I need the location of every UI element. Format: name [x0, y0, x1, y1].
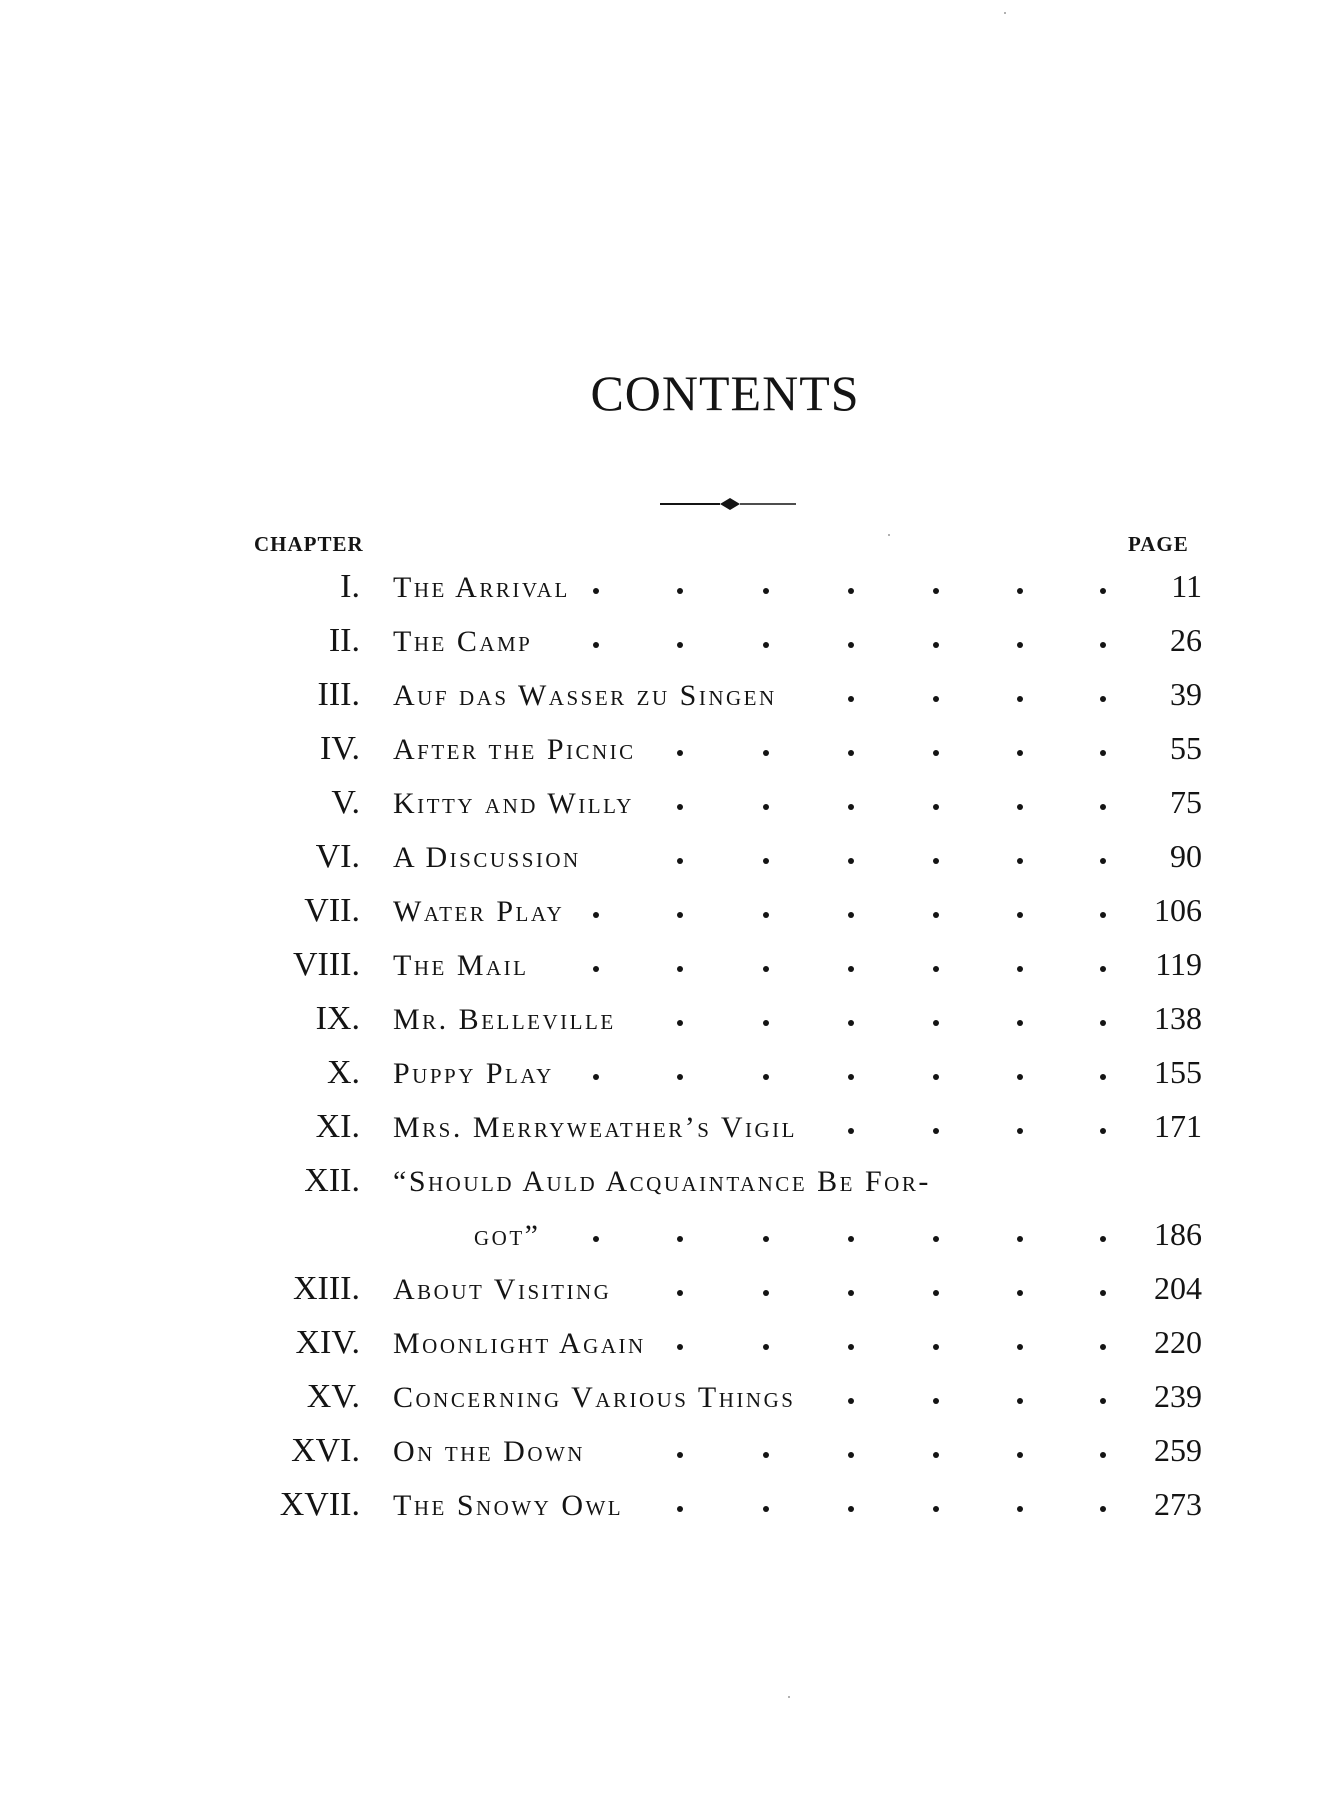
chapter-title: After the Picnic — [393, 733, 636, 766]
leader-dot — [763, 966, 769, 972]
leader-dot — [1017, 1398, 1023, 1404]
leader-dot — [677, 1020, 683, 1026]
leader-dot — [1017, 642, 1023, 648]
leader-dot — [1100, 1506, 1106, 1512]
chapter-number: XVI. — [291, 1432, 360, 1469]
toc-entry-ix — [0, 1002, 1328, 1052]
leader-dot — [848, 804, 854, 810]
paper-speck — [788, 1696, 790, 1698]
chapter-number: XIII. — [292, 1270, 360, 1307]
leader-dot — [848, 642, 854, 648]
leader-dot — [1100, 1236, 1106, 1242]
chapter-title: On the Down — [393, 1435, 585, 1468]
leader-dot — [848, 750, 854, 756]
page-number: 90 — [1170, 838, 1202, 874]
page-number: 186 — [1154, 1216, 1202, 1252]
page-number: 11 — [1171, 568, 1202, 604]
leader-dot — [933, 1074, 939, 1080]
chapter-title: Mrs. Merryweather’s Vigil — [393, 1111, 797, 1144]
leader-dot — [848, 1020, 854, 1026]
toc-entry-xvi — [0, 1434, 1328, 1484]
page-number: 171 — [1154, 1108, 1202, 1144]
toc-entry-ii — [0, 624, 1328, 674]
leader-dot — [763, 1236, 769, 1242]
leader-dot — [1017, 966, 1023, 972]
leader-dot — [763, 1506, 769, 1512]
page-number: 119 — [1155, 946, 1202, 982]
leader-dot — [1017, 912, 1023, 918]
leader-dot — [763, 1452, 769, 1458]
chapter-number: VIII. — [292, 946, 360, 983]
page-number: 273 — [1154, 1486, 1202, 1522]
chapter-title: The Camp — [393, 625, 533, 658]
leader-dot — [933, 858, 939, 864]
leader-dot — [933, 1128, 939, 1134]
leader-dot — [1017, 1290, 1023, 1296]
leader-dot — [1017, 1074, 1023, 1080]
leader-dot — [763, 642, 769, 648]
leader-dot — [1017, 750, 1023, 756]
leader-dot — [1100, 1398, 1106, 1404]
leader-dot — [1100, 1290, 1106, 1296]
leader-dot — [593, 588, 599, 594]
leader-dot — [1017, 1236, 1023, 1242]
chapter-title: The Snowy Owl — [393, 1489, 624, 1522]
chapter-title: Puppy Play — [393, 1057, 554, 1090]
leader-dot — [763, 750, 769, 756]
leader-dot — [763, 804, 769, 810]
chapter-number: XVII. — [279, 1486, 360, 1523]
leader-dot — [1100, 804, 1106, 810]
chapter-number: XI. — [315, 1108, 360, 1145]
page-number: 155 — [1154, 1054, 1202, 1090]
chapter-title: Water Play — [393, 895, 565, 928]
leader-dot — [1017, 1128, 1023, 1134]
leader-dot — [677, 588, 683, 594]
leader-dot — [848, 1128, 854, 1134]
leader-dot — [677, 804, 683, 810]
leader-dot — [848, 1506, 854, 1512]
toc-entry-vii — [0, 894, 1328, 944]
leader-dot — [1100, 966, 1106, 972]
page-column-header: PAGE — [1128, 532, 1189, 556]
leader-dot — [593, 642, 599, 648]
leader-dot — [593, 912, 599, 918]
leader-dot — [848, 696, 854, 702]
leader-dot — [677, 642, 683, 648]
chapter-title: Mr. Belleville — [393, 1003, 616, 1036]
leader-dot — [677, 966, 683, 972]
leader-dot — [763, 588, 769, 594]
toc-entry-xi — [0, 1110, 1328, 1160]
leader-dot — [933, 804, 939, 810]
toc-entry-xii — [0, 1164, 1328, 1214]
leader-dot — [848, 1452, 854, 1458]
leader-dot — [933, 1236, 939, 1242]
leader-dot — [593, 1236, 599, 1242]
leader-dot — [1017, 804, 1023, 810]
leader-dot — [1100, 1074, 1106, 1080]
leader-dot — [677, 1074, 683, 1080]
toc-entry-vi — [0, 840, 1328, 890]
toc-entry-xiv — [0, 1326, 1328, 1376]
page-title: CONTENTS — [590, 365, 860, 421]
chapter-number: XIV. — [295, 1324, 360, 1361]
leader-dot — [677, 1290, 683, 1296]
page-number: 204 — [1154, 1270, 1202, 1306]
leader-dot — [1017, 1344, 1023, 1350]
page-number: 26 — [1170, 622, 1202, 658]
leader-dot — [933, 1452, 939, 1458]
leader-dot — [933, 1344, 939, 1350]
leader-dot — [677, 1236, 683, 1242]
leader-dot — [677, 1452, 683, 1458]
leader-dot — [933, 912, 939, 918]
leader-dot — [677, 1344, 683, 1350]
page-number: 75 — [1170, 784, 1202, 820]
ornament-rule-icon — [658, 496, 798, 512]
leader-dot — [1017, 1020, 1023, 1026]
toc-entry-i — [0, 570, 1328, 620]
leader-dot — [763, 1020, 769, 1026]
leader-dot — [933, 1290, 939, 1296]
leader-dot — [848, 912, 854, 918]
page-number: 39 — [1170, 676, 1202, 712]
leader-dot — [848, 588, 854, 594]
leader-dot — [677, 912, 683, 918]
chapter-title: “Should Auld Acquaintance Be For- — [393, 1165, 931, 1198]
leader-dot — [933, 642, 939, 648]
chapter-title: A Discussion — [393, 841, 581, 874]
leader-dot — [933, 588, 939, 594]
leader-dot — [1017, 588, 1023, 594]
leader-dot — [848, 966, 854, 972]
leader-dot — [1100, 642, 1106, 648]
chapter-title: Kitty and Willy — [393, 787, 634, 820]
leader-dot — [848, 858, 854, 864]
page-number: 259 — [1154, 1432, 1202, 1468]
page-number: 138 — [1154, 1000, 1202, 1036]
toc-entry-xv — [0, 1380, 1328, 1430]
chapter-column-header: CHAPTER — [254, 532, 364, 556]
leader-dot — [848, 1290, 854, 1296]
leader-dot — [677, 1506, 683, 1512]
leader-dot — [1017, 1506, 1023, 1512]
chapter-title: About Visiting — [393, 1273, 612, 1306]
leader-dot — [933, 966, 939, 972]
toc-entry-xii-continued — [0, 1218, 1328, 1268]
leader-dot — [848, 1344, 854, 1350]
paper-speck — [1004, 12, 1006, 14]
page-number: 220 — [1154, 1324, 1202, 1360]
chapter-number: VII. — [304, 892, 360, 929]
leader-dot — [933, 1506, 939, 1512]
chapter-number: X. — [326, 1054, 360, 1091]
chapter-title: Auf das Wasser zu Singen — [393, 679, 777, 712]
leader-dot — [677, 750, 683, 756]
chapter-title: Moonlight Again — [393, 1327, 646, 1360]
chapter-number: IX. — [315, 1000, 360, 1037]
chapter-title-continued: got” — [474, 1219, 541, 1252]
leader-dot — [1017, 858, 1023, 864]
leader-dot — [1100, 1452, 1106, 1458]
leader-dot — [593, 1074, 599, 1080]
toc-entry-xiii — [0, 1272, 1328, 1322]
page-number: 106 — [1154, 892, 1202, 928]
toc-entry-iii — [0, 678, 1328, 728]
leader-dot — [1100, 1020, 1106, 1026]
leader-dot — [1017, 1452, 1023, 1458]
leader-dot — [933, 696, 939, 702]
leader-dot — [848, 1398, 854, 1404]
chapter-number: VI. — [315, 838, 360, 875]
leader-dot — [1100, 1128, 1106, 1134]
chapter-number: V. — [331, 784, 360, 821]
page-number: 239 — [1154, 1378, 1202, 1414]
leader-dot — [1017, 696, 1023, 702]
leader-dot — [763, 1290, 769, 1296]
chapter-number: II. — [328, 622, 360, 659]
chapter-number: XV. — [306, 1378, 360, 1415]
toc-entry-iv — [0, 732, 1328, 782]
leader-dot — [1100, 750, 1106, 756]
toc-entry-x — [0, 1056, 1328, 1106]
leader-dot — [1100, 858, 1106, 864]
leader-dot — [848, 1236, 854, 1242]
leader-dot — [933, 750, 939, 756]
chapter-number: IV. — [320, 730, 360, 767]
chapter-number: XII. — [304, 1162, 360, 1199]
chapter-title: The Mail — [393, 949, 529, 982]
leader-dot — [933, 1398, 939, 1404]
leader-dot — [593, 966, 599, 972]
leader-dot — [677, 858, 683, 864]
leader-dot — [1100, 1344, 1106, 1350]
leader-dot — [763, 1344, 769, 1350]
paper-speck — [888, 534, 890, 536]
page-number: 55 — [1170, 730, 1202, 766]
leader-dot — [933, 1020, 939, 1026]
leader-dot — [763, 912, 769, 918]
chapter-title: The Arrival — [393, 571, 570, 604]
toc-entry-xvii — [0, 1488, 1328, 1538]
leader-dot — [1100, 912, 1106, 918]
chapter-number: III. — [317, 676, 360, 713]
chapter-number: I. — [340, 568, 360, 605]
toc-entry-viii — [0, 948, 1328, 998]
chapter-title: Concerning Various Things — [393, 1381, 796, 1414]
leader-dot — [763, 858, 769, 864]
toc-entry-v — [0, 786, 1328, 836]
leader-dot — [848, 1074, 854, 1080]
leader-dot — [1100, 696, 1106, 702]
leader-dot — [763, 1074, 769, 1080]
leader-dot — [1100, 588, 1106, 594]
